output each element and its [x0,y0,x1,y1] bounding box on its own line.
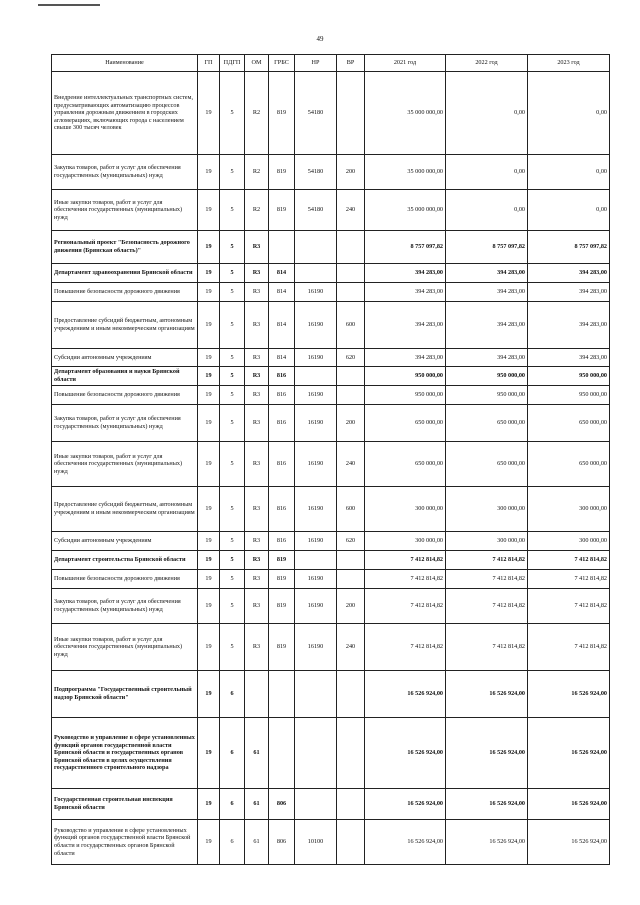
row-grbs: 814 [269,283,295,302]
row-2021: 7 412 814,82 [365,624,446,671]
row-grbs: 819 [269,190,295,231]
row-2022: 16 526 924,00 [446,820,528,865]
row-name: Закупка товаров, работ и услуг для обеспечения государственных (муниципальных) нужд [52,589,198,624]
row-grbs [269,671,295,718]
row-2021: 300 000,00 [365,487,446,532]
row-2023: 16 526 924,00 [528,820,610,865]
row-name: Предоставление субсидий бюджетным, автономным учреждениям и иным некоммерческим организациям [52,302,198,349]
row-vr [337,570,365,589]
row-2021: 16 526 924,00 [365,671,446,718]
table-header-row [52,55,610,72]
row-gp: 19 [198,264,220,283]
row-pdgp: 5 [220,155,245,190]
row-name: Государственная строительная инспекция Брянской области [52,789,198,820]
row-2023: 950 000,00 [528,386,610,405]
row-pdgp: 6 [220,671,245,718]
row-grbs: 819 [269,624,295,671]
row-nr: 16190 [295,283,337,302]
row-pdgp: 5 [220,532,245,551]
table-row [52,820,610,865]
row-vr [337,820,365,865]
row-pdgp: 5 [220,405,245,442]
row-nr [295,231,337,264]
row-2023: 394 283,00 [528,283,610,302]
row-pdgp: 5 [220,190,245,231]
row-pdgp: 5 [220,367,245,386]
row-2022: 394 283,00 [446,264,528,283]
row-nr [295,718,337,789]
row-pdgp: 5 [220,302,245,349]
row-gp: 19 [198,718,220,789]
header-om: ОМ [245,55,269,72]
row-pdgp: 5 [220,264,245,283]
header-2022: 2022 год [446,55,528,72]
row-gp: 19 [198,349,220,367]
row-name: Руководство и управление в сфере установленных функций органов государственной власти Брянской области и государственных органов Брянской области в целях осуществления государственного строительного надзора [52,718,198,789]
row-vr [337,283,365,302]
row-2023: 394 283,00 [528,302,610,349]
table-row [52,72,610,155]
row-2023: 7 412 814,82 [528,570,610,589]
row-2022: 394 283,00 [446,349,528,367]
row-2022: 7 412 814,82 [446,551,528,570]
row-om: 61 [245,718,269,789]
row-2021: 650 000,00 [365,405,446,442]
row-2023: 16 526 924,00 [528,718,610,789]
row-2021: 35 000 000,00 [365,155,446,190]
row-om: R3 [245,264,269,283]
table-row [52,551,610,570]
row-pdgp: 5 [220,487,245,532]
row-nr: 16190 [295,624,337,671]
row-om: R3 [245,283,269,302]
row-2022: 7 412 814,82 [446,624,528,671]
scan-artifact-line [38,4,100,6]
row-nr: 54180 [295,72,337,155]
row-grbs: 819 [269,570,295,589]
table-row [52,190,610,231]
row-gp: 19 [198,302,220,349]
row-2023: 7 412 814,82 [528,624,610,671]
row-grbs: 814 [269,349,295,367]
row-nr: 16190 [295,570,337,589]
row-om: R2 [245,155,269,190]
row-pdgp: 5 [220,283,245,302]
row-nr [295,671,337,718]
table-row [52,671,610,718]
row-2023: 7 412 814,82 [528,589,610,624]
row-2021: 950 000,00 [365,386,446,405]
row-om: 61 [245,789,269,820]
header-name: Наименование [52,55,198,72]
row-om: R2 [245,72,269,155]
header-grbs: ГРБС [269,55,295,72]
row-nr: 54180 [295,190,337,231]
row-gp: 19 [198,367,220,386]
row-pdgp: 5 [220,386,245,405]
row-om: R3 [245,231,269,264]
row-2023: 16 526 924,00 [528,789,610,820]
row-gp: 19 [198,283,220,302]
row-name: Закупка товаров, работ и услуг для обеспечения государственных (муниципальных) нужд [52,155,198,190]
row-2022: 7 412 814,82 [446,589,528,624]
row-2021: 300 000,00 [365,532,446,551]
row-2023: 300 000,00 [528,532,610,551]
row-2022: 950 000,00 [446,367,528,386]
row-name: Внедрение интеллектуальных транспортных систем, предусматривающих автоматизацию процессов управления дорожным движением в городских агломерациях, включающих города с населением свыше 300 тысяч человек [52,72,198,155]
row-nr: 16190 [295,487,337,532]
row-om: R3 [245,570,269,589]
row-2022: 650 000,00 [446,405,528,442]
row-vr [337,264,365,283]
row-grbs: 816 [269,487,295,532]
row-vr [337,718,365,789]
row-grbs [269,718,295,789]
row-grbs: 816 [269,386,295,405]
row-2022: 394 283,00 [446,302,528,349]
row-grbs [269,231,295,264]
row-grbs: 819 [269,551,295,570]
row-2022: 7 412 814,82 [446,570,528,589]
row-2022: 650 000,00 [446,442,528,487]
row-name: Региональный проект "Безопасность дорожного движения (Брянская область)" [52,231,198,264]
row-vr: 240 [337,442,365,487]
row-name: Повышение безопасности дорожного движения [52,283,198,302]
row-name: Подпрограмма "Государственный строительный надзор Брянской области" [52,671,198,718]
row-gp: 19 [198,231,220,264]
row-2021: 16 526 924,00 [365,820,446,865]
row-om: R3 [245,302,269,349]
table-row [52,302,610,349]
row-2022: 16 526 924,00 [446,671,528,718]
row-pdgp: 6 [220,718,245,789]
table-row [52,624,610,671]
row-vr [337,72,365,155]
row-name: Повышение безопасности дорожного движения [52,386,198,405]
row-pdgp: 5 [220,624,245,671]
row-nr: 10100 [295,820,337,865]
row-nr: 16190 [295,349,337,367]
row-gp: 19 [198,405,220,442]
row-nr: 16190 [295,442,337,487]
row-om: R3 [245,405,269,442]
row-2022: 300 000,00 [446,487,528,532]
row-grbs: 806 [269,789,295,820]
table-row [52,264,610,283]
row-2022: 8 757 097,82 [446,231,528,264]
header-2021: 2021 год [365,55,446,72]
table-row [52,589,610,624]
row-2022: 0,00 [446,190,528,231]
row-vr [337,386,365,405]
row-nr [295,367,337,386]
table-row [52,532,610,551]
row-pdgp: 5 [220,442,245,487]
header-nr: НР [295,55,337,72]
row-nr [295,264,337,283]
row-name: Департамент образования и науки Брянской области [52,367,198,386]
row-2022: 950 000,00 [446,386,528,405]
row-nr: 16190 [295,386,337,405]
row-grbs: 819 [269,72,295,155]
row-pdgp: 6 [220,820,245,865]
row-pdgp: 6 [220,789,245,820]
row-2021: 950 000,00 [365,367,446,386]
row-name: Субсидии автономным учреждениям [52,532,198,551]
row-nr: 54180 [295,155,337,190]
row-gp: 19 [198,624,220,671]
row-om: R3 [245,589,269,624]
row-gp: 19 [198,487,220,532]
row-vr: 620 [337,532,365,551]
row-gp: 19 [198,589,220,624]
row-2023: 650 000,00 [528,442,610,487]
row-nr: 16190 [295,532,337,551]
row-gp: 19 [198,671,220,718]
row-2023: 394 283,00 [528,349,610,367]
budget-table [51,54,610,865]
row-grbs: 819 [269,155,295,190]
row-name: Иные закупки товаров, работ и услуг для обеспечения государственных (муниципальных) нужд [52,442,198,487]
row-nr: 16190 [295,302,337,349]
row-2022: 16 526 924,00 [446,789,528,820]
row-vr [337,671,365,718]
row-2023: 950 000,00 [528,367,610,386]
row-name: Департамент здравоохранения Брянской области [52,264,198,283]
table-row [52,487,610,532]
row-vr: 200 [337,405,365,442]
row-2023: 0,00 [528,72,610,155]
table-row [52,283,610,302]
table-row [52,231,610,264]
row-vr [337,367,365,386]
row-grbs: 814 [269,302,295,349]
row-vr: 240 [337,624,365,671]
table-row [52,405,610,442]
row-2021: 394 283,00 [365,349,446,367]
row-name: Субсидии автономным учреждениям [52,349,198,367]
row-2021: 394 283,00 [365,283,446,302]
row-om: R2 [245,190,269,231]
row-2023: 394 283,00 [528,264,610,283]
row-vr: 600 [337,487,365,532]
row-2023: 16 526 924,00 [528,671,610,718]
row-2022: 0,00 [446,155,528,190]
row-om: R3 [245,487,269,532]
table-row [52,789,610,820]
row-om: R3 [245,349,269,367]
row-om: R3 [245,386,269,405]
row-2023: 300 000,00 [528,487,610,532]
row-2023: 0,00 [528,190,610,231]
row-pdgp: 5 [220,589,245,624]
row-grbs: 816 [269,405,295,442]
row-2021: 16 526 924,00 [365,718,446,789]
table-row [52,155,610,190]
row-2023: 0,00 [528,155,610,190]
row-name: Предоставление субсидий бюджетным, автономным учреждениям и иным некоммерческим организациям [52,487,198,532]
row-name: Закупка товаров, работ и услуг для обеспечения государственных (муниципальных) нужд [52,405,198,442]
row-gp: 19 [198,442,220,487]
row-om: 61 [245,820,269,865]
row-gp: 19 [198,532,220,551]
row-om: R3 [245,624,269,671]
row-gp: 19 [198,386,220,405]
row-2023: 7 412 814,82 [528,551,610,570]
table-row [52,718,610,789]
row-gp: 19 [198,820,220,865]
row-gp: 19 [198,551,220,570]
row-vr: 620 [337,349,365,367]
row-grbs: 806 [269,820,295,865]
row-2021: 16 526 924,00 [365,789,446,820]
row-nr [295,789,337,820]
row-2022: 16 526 924,00 [446,718,528,789]
table-row [52,442,610,487]
row-gp: 19 [198,155,220,190]
row-2022: 394 283,00 [446,283,528,302]
row-gp: 19 [198,789,220,820]
row-2023: 8 757 097,82 [528,231,610,264]
row-gp: 19 [198,72,220,155]
row-gp: 19 [198,570,220,589]
row-2021: 7 412 814,82 [365,570,446,589]
row-2021: 650 000,00 [365,442,446,487]
table-row [52,367,610,386]
header-vr: ВР [337,55,365,72]
header-2023: 2023 год [528,55,610,72]
row-om: R3 [245,532,269,551]
row-pdgp: 5 [220,349,245,367]
row-nr: 16190 [295,589,337,624]
row-grbs: 816 [269,532,295,551]
row-2021: 8 757 097,82 [365,231,446,264]
table-row [52,349,610,367]
row-2021: 394 283,00 [365,264,446,283]
row-nr: 16190 [295,405,337,442]
row-vr: 240 [337,190,365,231]
row-name: Иные закупки товаров, работ и услуг для обеспечения государственных (муниципальных) нужд [52,624,198,671]
row-name: Руководство и управление в сфере установленных функций органов государственной власти Брянской области и государственных органов Брянской области [52,820,198,865]
row-2021: 35 000 000,00 [365,190,446,231]
row-grbs: 816 [269,367,295,386]
row-2021: 7 412 814,82 [365,589,446,624]
row-grbs: 814 [269,264,295,283]
row-vr: 200 [337,589,365,624]
table-row [52,570,610,589]
row-nr [295,551,337,570]
row-2021: 35 000 000,00 [365,72,446,155]
row-pdgp: 5 [220,72,245,155]
row-vr: 600 [337,302,365,349]
row-vr [337,231,365,264]
row-name: Департамент строительства Брянской области [52,551,198,570]
row-2022: 0,00 [446,72,528,155]
row-vr: 200 [337,155,365,190]
row-name: Иные закупки товаров, работ и услуг для обеспечения государственных (муниципальных) нужд [52,190,198,231]
row-name: Повышение безопасности дорожного движения [52,570,198,589]
header-pdgp: ПДГП [220,55,245,72]
row-om: R3 [245,442,269,487]
row-grbs: 816 [269,442,295,487]
row-pdgp: 5 [220,570,245,589]
row-pdgp: 5 [220,231,245,264]
row-gp: 19 [198,190,220,231]
row-grbs: 819 [269,589,295,624]
header-gp: ГП [198,55,220,72]
row-2021: 7 412 814,82 [365,551,446,570]
row-2021: 394 283,00 [365,302,446,349]
row-2023: 650 000,00 [528,405,610,442]
table-row [52,386,610,405]
row-pdgp: 5 [220,551,245,570]
page-number: 49 [316,35,324,43]
row-2022: 300 000,00 [446,532,528,551]
row-vr [337,551,365,570]
row-om: R3 [245,551,269,570]
row-om [245,671,269,718]
row-vr [337,789,365,820]
row-om: R3 [245,367,269,386]
